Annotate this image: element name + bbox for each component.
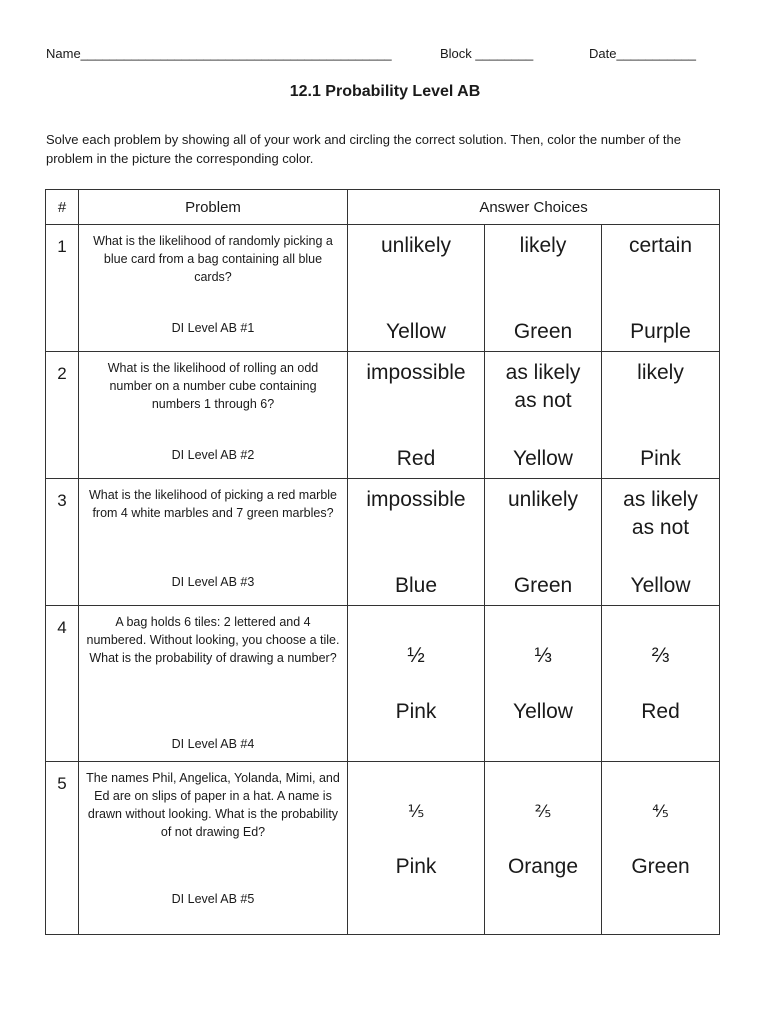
- answer-choice[interactable]: [485, 352, 602, 479]
- answer-text: ⅕: [407, 801, 425, 821]
- answer-choice[interactable]: [602, 762, 720, 935]
- problem-cell: [79, 352, 348, 479]
- problem-level: DI Level AB #5: [171, 891, 255, 906]
- answer-choice[interactable]: [602, 352, 720, 479]
- answer-color: Green: [631, 854, 690, 878]
- problem-question: The names Phil, Angelica, Yolanda, Mimi, and Ed are on slips of paper in a hat. A name is drawn without looking. What is the probability of not drawing Ed?: [86, 771, 340, 839]
- answer-choice[interactable]: [485, 762, 602, 935]
- answer-color: Pink: [640, 446, 681, 470]
- problem-number: 1: [46, 225, 79, 352]
- problem-level: DI Level AB #1: [171, 320, 255, 335]
- answer-choice[interactable]: [602, 225, 720, 352]
- problem-question: What is the likelihood of randomly picking a blue card from a bag containing all blue cards?: [93, 234, 333, 284]
- answer-color: Yellow: [630, 573, 691, 597]
- date-field[interactable]: Date___________: [589, 46, 696, 61]
- instructions: Solve each problem by showing all of your work and circling the correct solution. Then, color the number of the problem in the picture the corresponding color.: [46, 132, 681, 166]
- name-field[interactable]: Name___________________________________________: [46, 46, 392, 61]
- column-header-answers: Answer Choices: [348, 190, 720, 225]
- problem-cell: [79, 225, 348, 352]
- problem-table: [45, 189, 720, 935]
- column-header-number: #: [46, 190, 79, 225]
- answer-text: unlikely: [507, 487, 579, 511]
- answer-choice[interactable]: [485, 606, 602, 762]
- column-header-problem: Problem: [79, 190, 348, 225]
- answer-text: likely: [519, 233, 567, 257]
- problem-level: DI Level AB #3: [171, 574, 255, 589]
- table-row: [46, 479, 720, 606]
- answer-text: certain: [629, 233, 693, 257]
- block-field[interactable]: Block ________: [440, 46, 534, 61]
- answer-color: Orange: [507, 854, 579, 878]
- answer-choice[interactable]: [485, 225, 602, 352]
- problem-number: 4: [46, 606, 79, 762]
- answer-choice[interactable]: [348, 479, 485, 606]
- answer-choice[interactable]: [602, 606, 720, 762]
- problem-cell: [79, 606, 348, 762]
- table-row: [46, 762, 720, 935]
- answer-choice[interactable]: [348, 225, 485, 352]
- problem-level: DI Level AB #4: [171, 736, 255, 751]
- answer-choice[interactable]: [348, 762, 485, 935]
- answer-text: ⅘: [652, 801, 669, 821]
- answer-text: likely: [637, 360, 684, 384]
- answer-color: Red: [641, 699, 680, 723]
- answer-choice[interactable]: [348, 606, 485, 762]
- answer-choice[interactable]: [485, 479, 602, 606]
- table-header-row: [46, 190, 720, 225]
- problem-cell: [79, 479, 348, 606]
- problem-number: 2: [46, 352, 79, 479]
- answer-color: Blue: [394, 573, 438, 597]
- answer-color: Yellow: [513, 699, 573, 723]
- answer-text: impossible: [366, 360, 466, 384]
- problem-number: 5: [46, 762, 79, 935]
- answer-color: Red: [396, 446, 436, 470]
- answer-text: as likely as not: [505, 360, 581, 412]
- answer-color: Pink: [395, 699, 437, 723]
- answer-text: as likely as not: [623, 487, 698, 539]
- answer-text: impossible: [366, 487, 466, 511]
- answer-color: Green: [513, 319, 573, 343]
- answer-color: Yellow: [386, 319, 446, 343]
- problem-question: What is the likelihood of rolling an odd number on a number cube containing numbers 1 through 6?: [107, 361, 319, 411]
- answer-choice[interactable]: [348, 352, 485, 479]
- answer-color: Green: [513, 573, 573, 597]
- problem-question: What is the likelihood of picking a red marble from 4 white marbles and 7 green marbles?: [88, 488, 338, 520]
- table-row: [46, 225, 720, 352]
- answer-color: Pink: [395, 854, 437, 878]
- answer-text: ⅓: [534, 643, 552, 667]
- problem-number: 3: [46, 479, 79, 606]
- problem-cell: [79, 762, 348, 935]
- answer-text: ½: [407, 643, 425, 667]
- table-row: [46, 606, 720, 762]
- problem-level: DI Level AB #2: [171, 447, 255, 462]
- answer-text: ⅔: [651, 643, 670, 667]
- answer-text: ⅖: [534, 801, 552, 821]
- problem-question: A bag holds 6 tiles: 2 lettered and 4 numbered. Without looking, you choose a tile. What is the probability of drawing a number?: [86, 615, 340, 665]
- worksheet-title: 12.1 Probability Level AB: [289, 83, 481, 100]
- answer-text: unlikely: [380, 233, 452, 257]
- answer-choice[interactable]: [602, 479, 720, 606]
- answer-color: Purple: [630, 319, 691, 343]
- answer-color: Yellow: [513, 446, 573, 470]
- table-row: [46, 352, 720, 479]
